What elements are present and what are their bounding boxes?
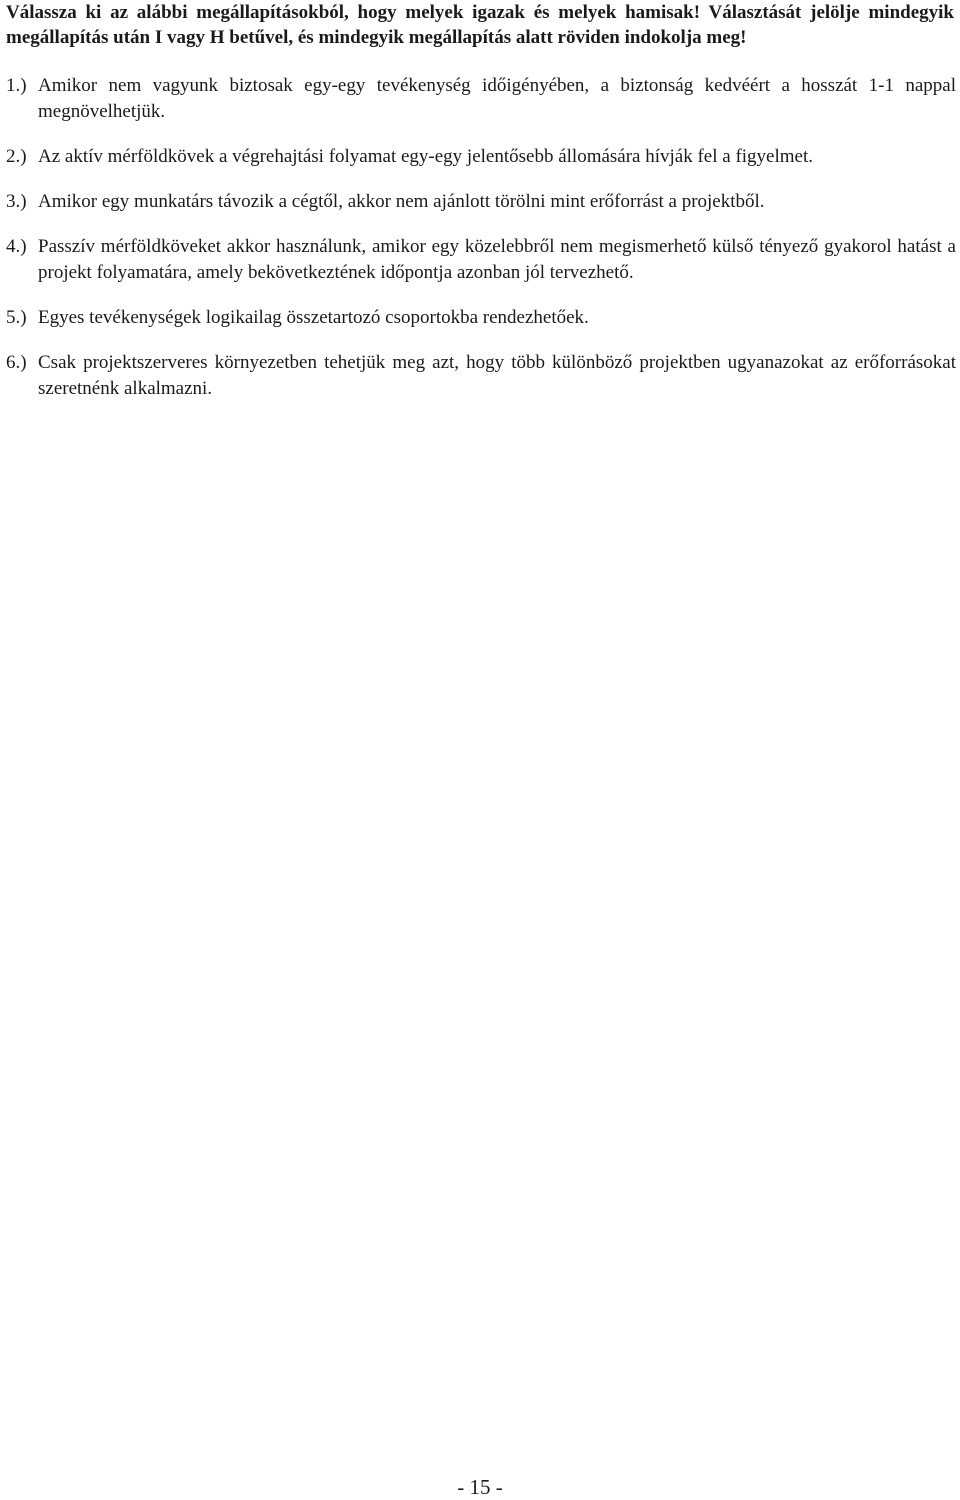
question-list <box>6 73 956 421</box>
question-item <box>6 234 956 286</box>
question-number: 3.) <box>6 191 27 212</box>
question-number: 2.) <box>6 146 27 167</box>
question-item <box>6 305 956 331</box>
question-text: Amikor egy munkatárs távozik a cégtől, akkor nem ajánlott törölni mint erőforrást a projektből. <box>38 191 765 212</box>
question-text: Amikor nem vagyunk biztosak egy-egy tevékenység időigényében, a biztonság kedvéért a hosszát 1-1 nappal megnövelhetjük. <box>38 75 956 122</box>
question-text: Az aktív mérföldkövek a végrehajtási folyamat egy-egy jelentősebb állomására hívják fel a figyelmet. <box>38 146 814 167</box>
question-number: 5.) <box>6 307 27 328</box>
question-item <box>6 189 956 215</box>
question-number: 4.) <box>6 236 27 257</box>
page-number: - 15 - <box>457 1475 503 1499</box>
question-number: 6.) <box>6 352 27 373</box>
question-item <box>6 144 956 170</box>
question-number: 1.) <box>6 75 27 96</box>
question-item <box>6 350 956 402</box>
question-item <box>6 73 956 125</box>
question-text: Passzív mérföldköveket akkor használunk, amikor egy közelebbről nem megismerhető külső tényező gyakorol hatást a projekt folyamatára, amely bekövetkeztének időpontja azonban jól tervezhető. <box>38 236 956 283</box>
question-text: Csak projektszerveres környezetben tehetjük meg azt, hogy több különböző projektben ugyanazokat az erőforrásokat szeretnénk alkalmazni. <box>38 352 956 399</box>
question-text: Egyes tevékenységek logikailag összetartozó csoportokba rendezhetőek. <box>38 307 589 328</box>
instructions-text: Válassza ki az alábbi megállapításokból, hogy melyek igazak és melyek hamisak! Választását jelölje mindegyik megállapítás után I vagy H betűvel, és mindegyik megállapítás alatt röviden indokolja meg! <box>6 2 954 48</box>
